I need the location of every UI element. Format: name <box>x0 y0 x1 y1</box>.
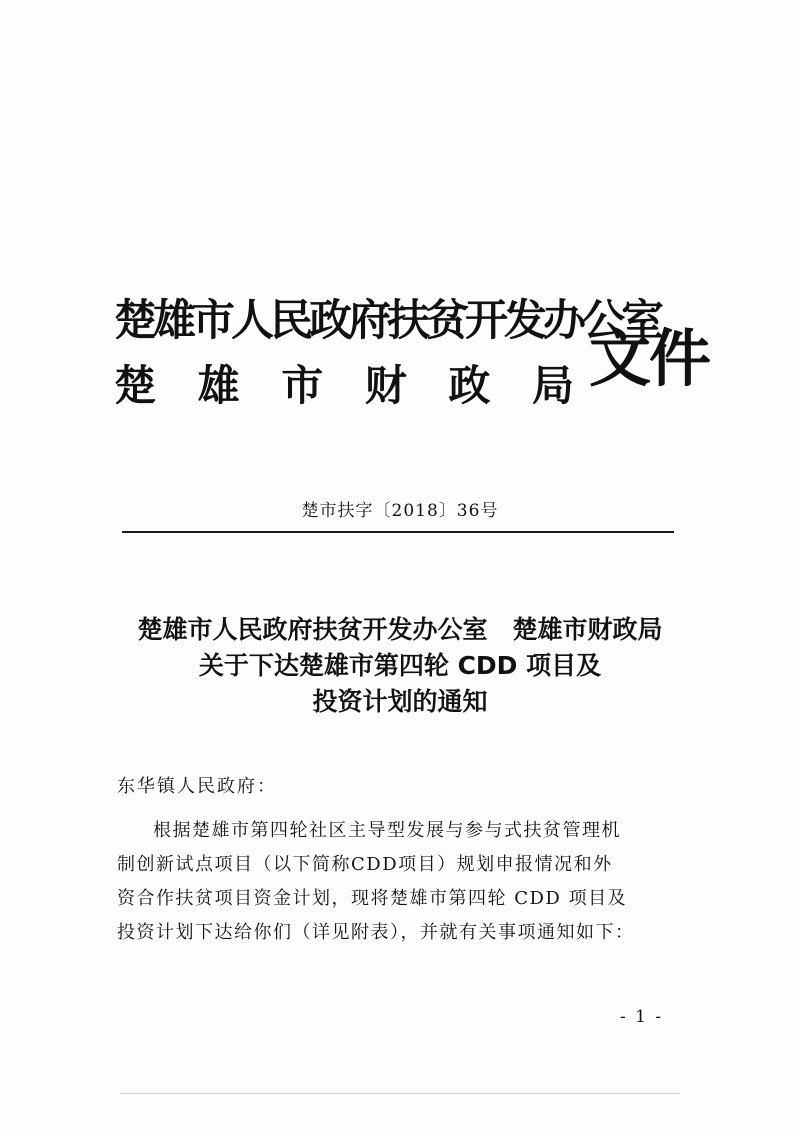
file-label: 文件 <box>589 322 710 395</box>
issuer-char: 政 <box>448 361 491 410</box>
body-paragraph <box>117 814 697 950</box>
paragraph-line: 资合作扶贫项目资金计划，现将楚雄市第四轮 CDD 项目及 <box>117 888 628 909</box>
issuer-char: 财 <box>364 361 407 410</box>
document-body <box>117 770 697 950</box>
paragraph-line: 制创新试点项目（以下简称CDD项目）规划申报情况和外 <box>117 854 613 875</box>
issuer-name-line2 <box>114 361 574 410</box>
title-line: 楚雄市人民政府扶贫开发办公室 楚雄市财政局 <box>137 615 663 644</box>
document-header <box>114 296 710 430</box>
issuer-char: 楚 <box>114 361 157 410</box>
scan-artifact-line <box>120 1093 680 1094</box>
document-number: 楚市扶字〔2018〕36号 <box>301 501 499 521</box>
issuer-char: 市 <box>281 361 324 410</box>
paragraph-line: 投资计划下达给你们（详见附表），并就有关事项通知如下： <box>117 922 635 943</box>
title-line: 投资计划的通知 <box>312 687 488 716</box>
salutation: 东华镇人民政府： <box>117 776 277 797</box>
issuer-name-line1: 楚雄市人民政府扶贫开发办公室 <box>114 296 660 346</box>
document-title <box>60 612 740 720</box>
header-divider <box>122 531 674 533</box>
paragraph-line: 根据楚雄市第四轮社区主导型发展与参与式扶贫管理机 <box>153 820 621 841</box>
title-line: 关于下达楚雄市第四轮 CDD 项目及 <box>198 651 602 680</box>
issuer-char: 局 <box>531 361 574 410</box>
page-number: - 1 - <box>620 1007 664 1027</box>
issuer-char: 雄 <box>197 361 240 410</box>
